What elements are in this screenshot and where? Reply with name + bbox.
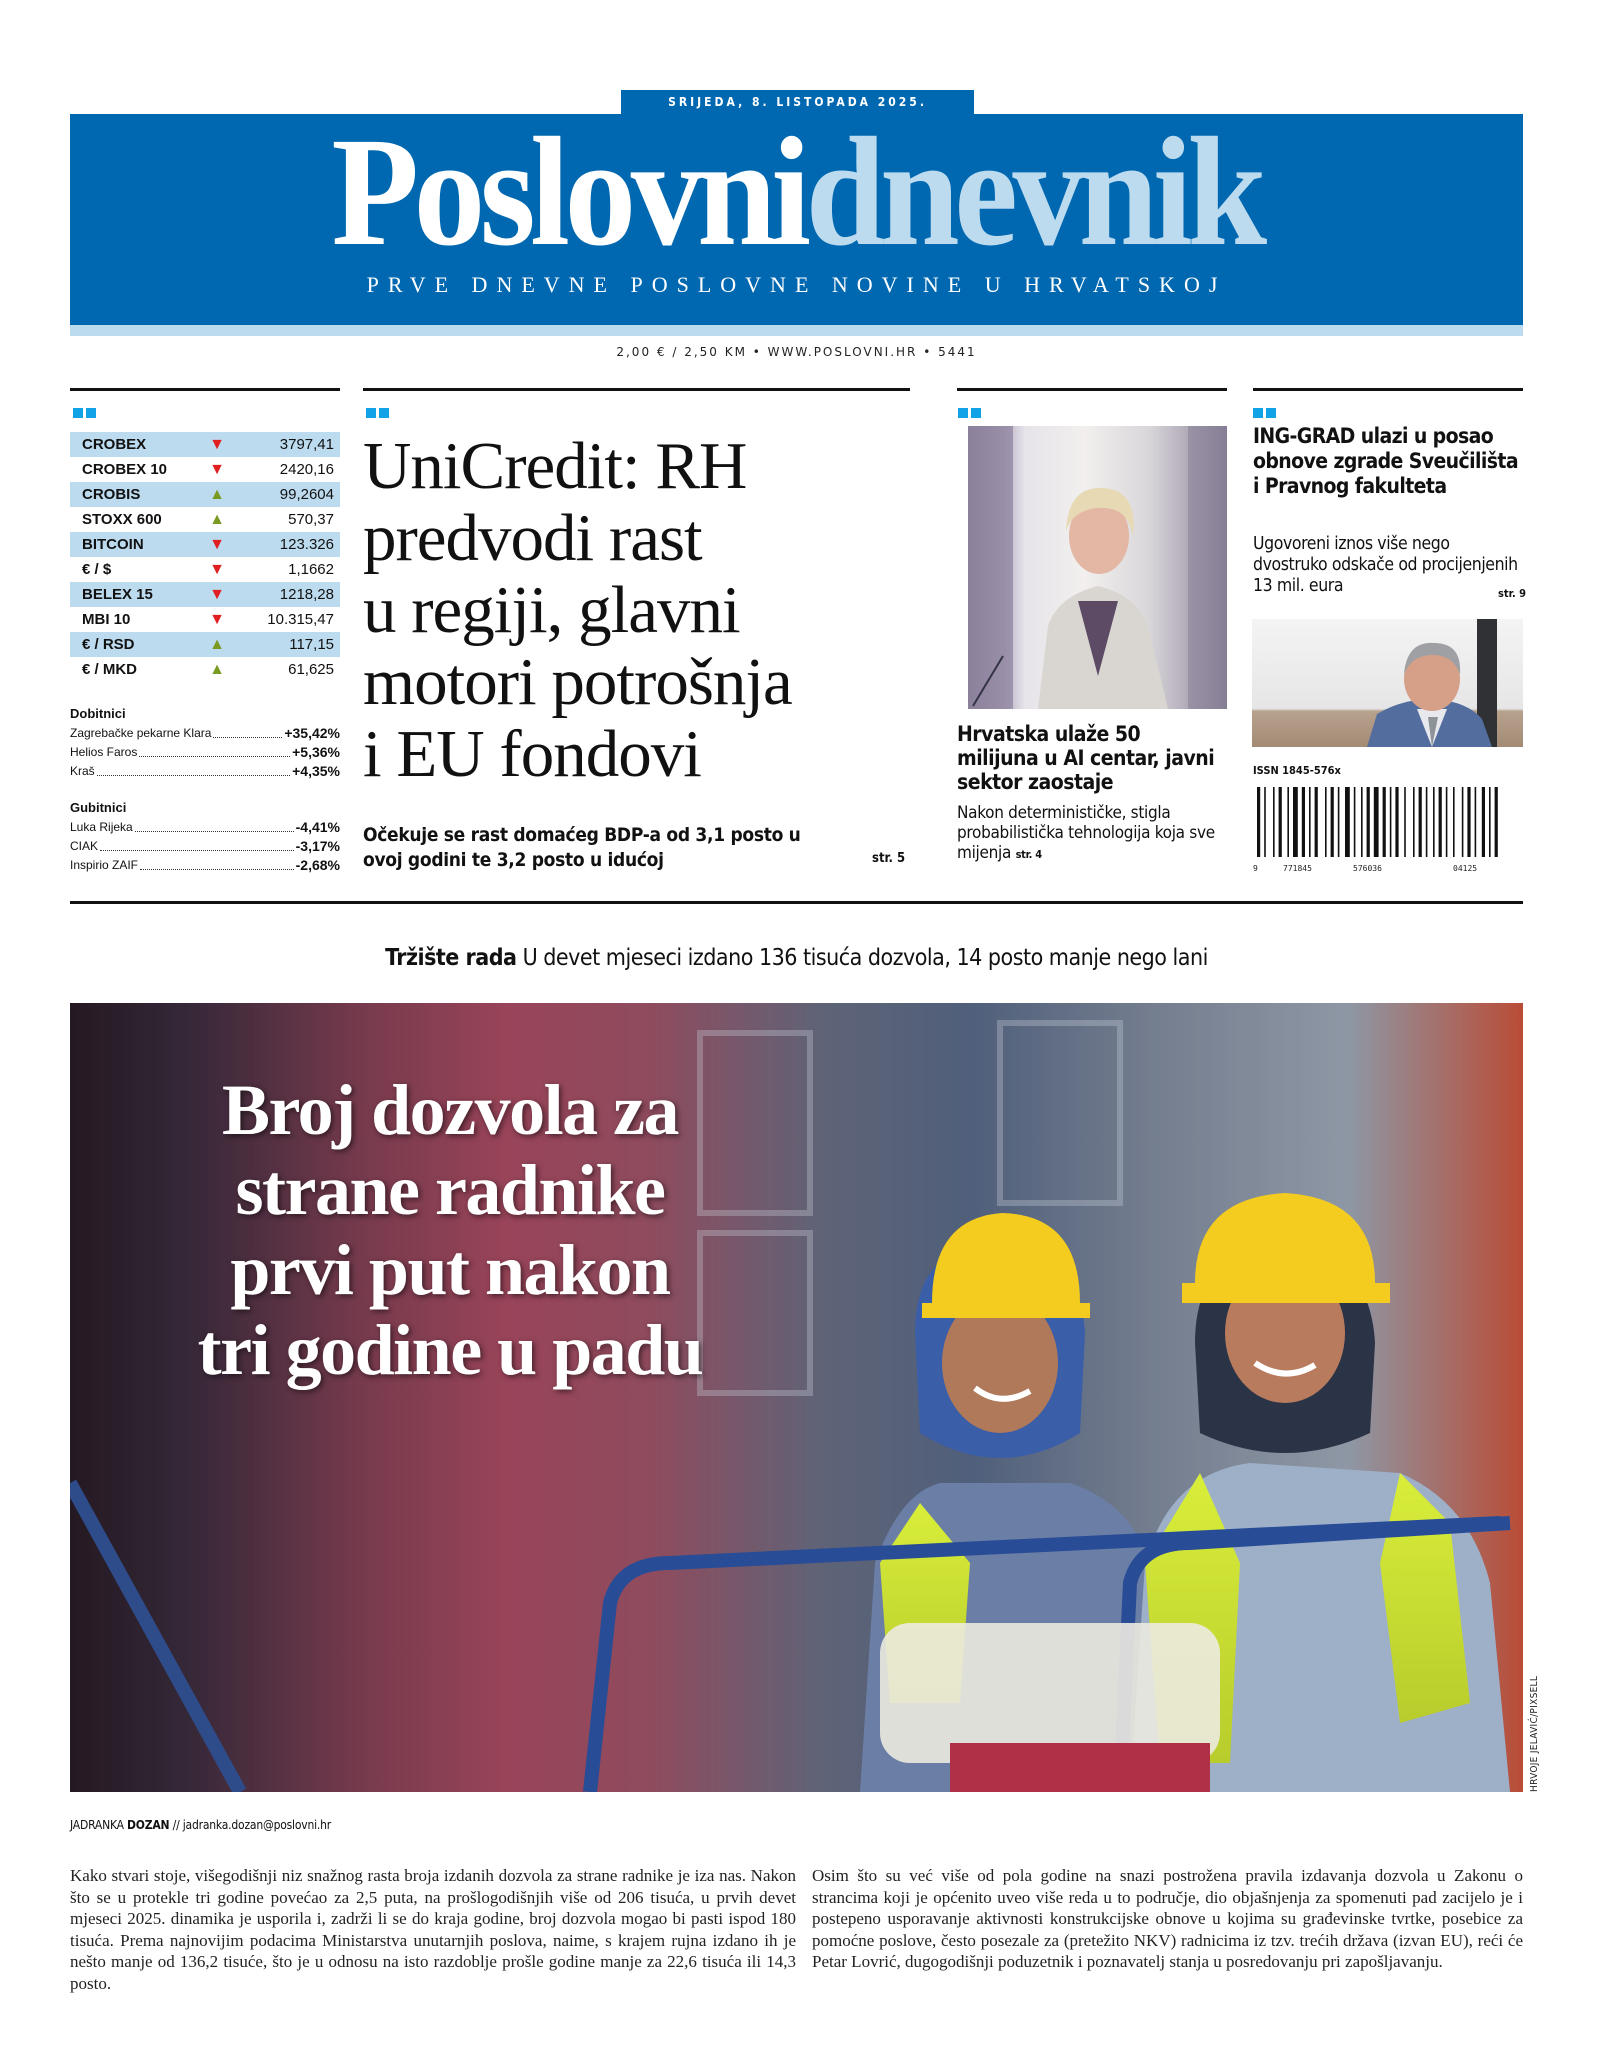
arrow-down-icon: ▼: [209, 560, 225, 578]
market-name: € / RSD: [82, 636, 135, 653]
barcode-bar: [1426, 787, 1428, 857]
market-row: [70, 607, 340, 632]
inggrad-page-ref[interactable]: str. 9: [1498, 587, 1527, 600]
issn-label: ISSN 1845-576x: [1253, 764, 1341, 777]
mover-row: [70, 761, 340, 780]
lead-headline-line: predvodi rast: [363, 501, 702, 575]
barcode-bar: [1309, 787, 1311, 857]
mover-name: Helios Faros: [70, 744, 138, 759]
kicker-text: U devet mjeseci izdano 136 tisuća dozvola, 14 posto manje nego lani: [522, 945, 1208, 971]
barcode-bar: [1302, 787, 1305, 857]
kicker-line[interactable]: [70, 945, 1523, 971]
leader-dots: [97, 775, 290, 776]
barcode-digits: 04125: [1453, 864, 1478, 873]
woman-photo-illustration: [968, 426, 1227, 709]
barcode-bar: [1404, 787, 1406, 857]
lead-headline[interactable]: [363, 430, 923, 790]
leader-dots: [100, 850, 294, 851]
losers-list: [70, 800, 340, 874]
barcode-bar: [1361, 787, 1363, 857]
article-body-left: Kako stvari stoje, višegodišnji niz snažnog rasta broja izdanih dozvola za strane radnike je iza nas. Nakon što se u protekle tri godine povećao za 2,5 puta, na prošlogodišnjih više od 206 tisuća, u prvih devet mjeseci 2025. dinamika je usporila i, zadrži li se do kraja godine, broj dozvola mogao bi pasti ispod 180 tisuća. Prema najnovijim podacima Ministarstva unutarnjih poslova, naime, s krajem rujna izdano ih je nešto manje od 136,2 tisuće, što je u odnosu na isto razdoblje prošle godine manje za 22,6 tisuća ili 14,3 posto.: [70, 1866, 796, 1993]
article-body-right: Osim što su već više od pola godine na snazi postrožena pravila izdavanja dozvola u Zakonu o strancima koji je općenito uveo više reda u to područje, dio objašnjenja za spomenuti pad zacijelo je i postepeno usporavanje aktivnosti konstrukcijske obnove u kojima su građevinske tvrtke, posebice za pomoćne poslove, često posezale za (pretežito NKV) radnicima iz tzv. trećih država (izvan EU), reći će Petar Lovrić, dugogodišnji poduzetnik i poznavatelj stanja u posredovanju pri zapošljavanju.: [812, 1866, 1523, 1971]
column-rule: [363, 388, 910, 391]
market-row: [70, 657, 340, 682]
barcode-bar: [1446, 787, 1448, 857]
arrow-down-icon: ▼: [209, 435, 225, 453]
market-row: [70, 632, 340, 657]
woman-speaking-photo: [968, 426, 1227, 709]
arrow-up-icon: ▲: [209, 660, 225, 678]
main-headline-line: strane radnike: [235, 1150, 665, 1230]
arrow-up-icon: ▲: [209, 635, 225, 653]
logo-word-poslovni: Poslovni: [331, 105, 806, 278]
market-row: [70, 432, 340, 457]
lead-headline-line: motori potrošnja: [363, 645, 792, 719]
column-rule: [1253, 388, 1523, 391]
barcode-bar: [1395, 787, 1398, 857]
arrow-up-icon: ▲: [209, 510, 225, 528]
lead-subhead: Očekuje se rast domaćeg BDP-a od 3,1 posto u ovoj godini te 3,2 posto u idućoj: [363, 824, 801, 871]
kicker-label: Tržište rada: [385, 945, 517, 971]
column-rule: [957, 388, 1227, 391]
lead-headline-line: UniCredit: RH: [363, 429, 747, 503]
market-value: 570,37: [288, 511, 334, 528]
lead-headline-line: u regiji, glavni: [363, 573, 740, 647]
author-email[interactable]: // jadranka.dozan@poslovni.hr: [172, 1818, 332, 1832]
mover-name: Luka Rijeka: [70, 819, 133, 834]
barcode-digits: 576036: [1353, 864, 1382, 873]
man-portrait-photo: [1252, 619, 1523, 747]
section-marker-icon: [73, 408, 96, 418]
lead-page-ref[interactable]: str. 5: [872, 851, 906, 866]
inggrad-deck: Ugovoreni iznos više nego dvostruko odskače od procijenjenih 13 mil. eura: [1253, 534, 1518, 596]
leader-dots: [135, 831, 294, 832]
barcode-bar: [1390, 787, 1392, 857]
market-name: BITCOIN: [82, 536, 144, 553]
mover-value: +35,42%: [284, 724, 340, 741]
mover-name: CIAK: [70, 838, 99, 853]
market-row: [70, 482, 340, 507]
gainers-list: [70, 706, 340, 780]
market-value: 10.315,47: [267, 611, 334, 628]
section-divider: [70, 901, 1523, 904]
logo-word-dnevnik: dnevnik: [805, 105, 1262, 278]
barcode-bar: [1338, 787, 1340, 857]
market-value: 123.326: [279, 536, 334, 553]
market-name: CROBEX: [82, 436, 147, 453]
market-name: CROBEX 10: [82, 461, 168, 478]
market-name: MBI 10: [82, 611, 131, 628]
mover-value: +5,36%: [292, 743, 340, 760]
market-name: € / $: [82, 561, 112, 578]
author-last-name: DOZAN: [127, 1818, 170, 1832]
market-value: 117,15: [289, 636, 334, 653]
mover-row: [70, 836, 340, 855]
barcode-bar: [1257, 787, 1260, 857]
barcode-bar: [1482, 787, 1485, 857]
market-value: 2420,16: [279, 461, 334, 478]
lead-headline-line: i EU fondovi: [363, 717, 701, 791]
barcode-bar: [1279, 787, 1282, 857]
section-marker-icon: [1253, 408, 1276, 418]
photo-credit: HRVOJE JELAVIĆ/PIXSELL: [1529, 1675, 1540, 1792]
barcode-bar: [1354, 787, 1356, 857]
barcode-bar: [1293, 787, 1298, 857]
barcode-bar: [1331, 787, 1334, 857]
mover-value: -3,17%: [295, 837, 340, 854]
ai-story-headline[interactable]: Hrvatska ulaže 50 milijuna u AI centar, javni sektor zaostaje: [957, 722, 1215, 794]
arrow-down-icon: ▼: [209, 535, 225, 553]
barcode-bar: [1325, 787, 1327, 857]
market-name: CROBIS: [82, 486, 141, 503]
barcode-bar: [1413, 787, 1415, 857]
barcode-bar: [1374, 787, 1379, 857]
mover-row: [70, 742, 340, 761]
ai-story-page-ref[interactable]: str. 4: [1015, 848, 1042, 861]
barcode-bar: [1495, 787, 1498, 857]
barcode-bar: [1462, 787, 1464, 857]
barcode-bar: [1439, 787, 1442, 857]
market-value: 1218,28: [279, 586, 334, 603]
market-row: [70, 532, 340, 557]
masthead-tagline: PRVE DNEVNE POSLOVNE NOVINE U HRVATSKOJ: [366, 272, 1227, 297]
mover-name: Inspirio ZAIF: [70, 857, 139, 872]
market-value: 3797,41: [279, 436, 334, 453]
barcode-bar: [1433, 787, 1435, 857]
column-rule: [70, 388, 340, 391]
arrow-up-icon: ▲: [209, 485, 225, 503]
market-name: € / MKD: [82, 661, 138, 678]
barcode-bar: [1345, 787, 1350, 857]
barcode-bar: [1383, 787, 1386, 857]
newspaper-logo[interactable]: [128, 105, 1465, 278]
mover-value: -2,68%: [295, 856, 340, 873]
barcode-bar: [1367, 787, 1370, 857]
barcode-bar: [1467, 787, 1470, 857]
masthead-accent-band: [70, 325, 1523, 336]
section-marker-icon: [958, 408, 981, 418]
issue-date: SRIJEDA, 8. LISTOPADA 2025.: [621, 90, 974, 115]
leader-dots: [213, 737, 282, 738]
barcode: [1253, 787, 1513, 875]
barcode-bar: [1264, 787, 1266, 857]
barcode-bar: [1453, 787, 1455, 857]
market-name: STOXX 600: [82, 511, 162, 528]
barcode-bar: [1315, 787, 1318, 857]
barcode-digits: 9: [1253, 864, 1258, 873]
mover-name: Kraš: [70, 763, 95, 778]
barcode-bar: [1287, 787, 1289, 857]
market-value: 1,1662: [288, 561, 334, 578]
section-marker-icon: [366, 408, 389, 418]
main-headline-line: tri godine u padu: [197, 1310, 703, 1390]
barcode-bar: [1419, 787, 1422, 857]
market-table: [70, 432, 340, 682]
mover-value: -4,41%: [295, 818, 340, 835]
market-value: 61,625: [288, 661, 334, 678]
mover-row: [70, 723, 340, 742]
mover-value: +4,35%: [292, 762, 340, 779]
barcode-bar: [1489, 787, 1491, 857]
ai-story-deck-text: Nakon determinističke, stigla probabilistička tehnologija koja sve mijenja: [957, 803, 1215, 863]
leader-dots: [140, 869, 294, 870]
arrow-down-icon: ▼: [209, 610, 225, 628]
author-first-name: JADRANKA: [70, 1818, 124, 1832]
main-headline-line: prvi put nakon: [230, 1230, 670, 1310]
leader-dots: [139, 756, 290, 757]
losers-title: Gubitnici: [70, 800, 127, 815]
market-row: [70, 557, 340, 582]
barcode-bar: [1475, 787, 1477, 857]
gainers-title: Dobitnici: [70, 706, 126, 721]
price-line: 2,00 € / 2,50 KM • WWW.POSLOVNI.HR • 5441: [616, 345, 977, 359]
mover-row: [70, 817, 340, 836]
market-row: [70, 582, 340, 607]
byline: [70, 1818, 331, 1832]
inggrad-headline[interactable]: ING-GRAD ulazi u posao obnove zgrade Sveučilišta i Pravnog fakulteta: [1253, 424, 1518, 498]
ai-story-deck: [957, 803, 1227, 865]
man-photo-illustration: [1252, 619, 1523, 747]
barcode-digits: 771845: [1283, 864, 1312, 873]
barcode-bar: [1273, 787, 1275, 857]
market-row: [70, 457, 340, 482]
mover-name: Zagrebačke pekarne Klara: [70, 725, 212, 740]
arrow-down-icon: ▼: [209, 460, 225, 478]
main-headline-line: Broj dozvola za: [221, 1070, 679, 1150]
arrow-down-icon: ▼: [209, 585, 225, 603]
market-row: [70, 507, 340, 532]
market-value: 99,2604: [279, 486, 334, 503]
main-headline[interactable]: [100, 1070, 800, 1390]
market-name: BELEX 15: [82, 586, 153, 603]
mover-row: [70, 855, 340, 874]
